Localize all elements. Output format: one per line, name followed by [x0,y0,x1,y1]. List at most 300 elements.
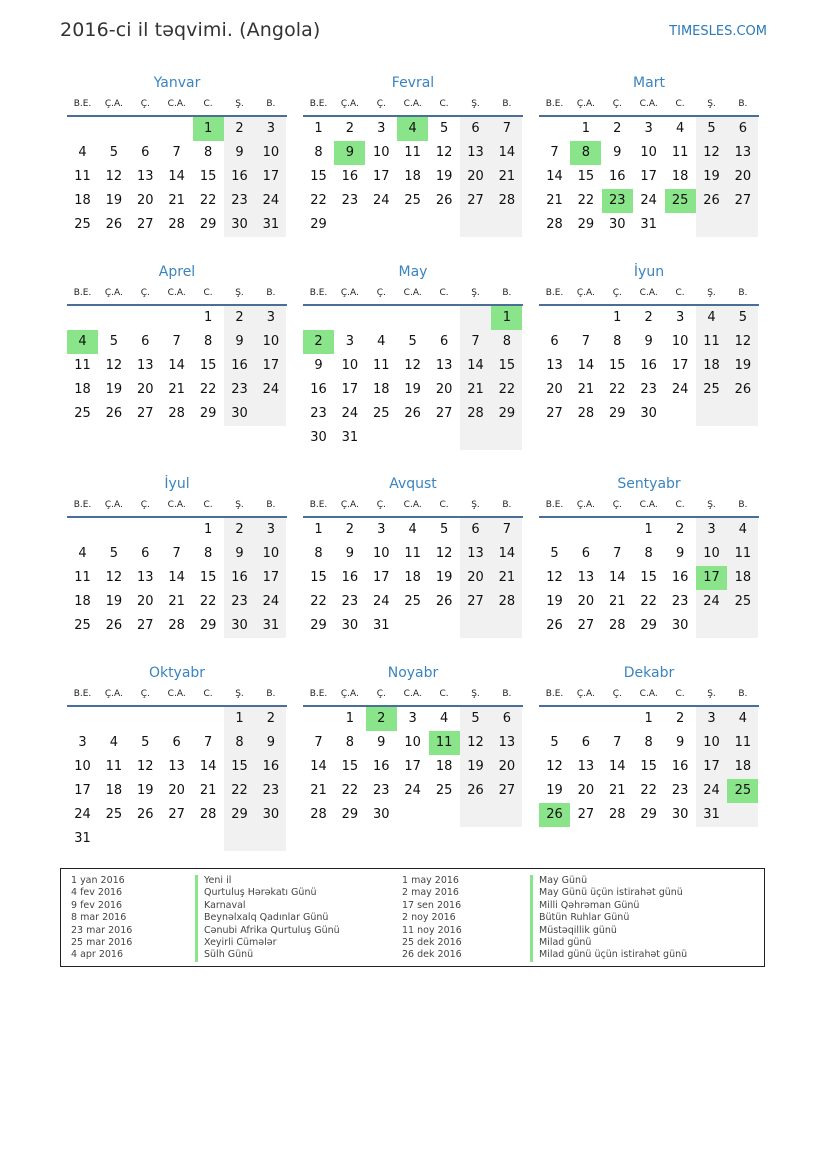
day-cell[interactable]: 18 [696,354,727,378]
day-cell[interactable]: 22 [199,594,217,609]
day-cell[interactable]: 12 [105,570,123,585]
day-cell[interactable]: 2 [345,522,355,537]
holiday-day-cell[interactable]: 2 [303,330,334,354]
day-cell[interactable]: 6 [460,117,491,141]
holiday-day-cell[interactable]: 11 [429,731,460,755]
holiday-day-cell[interactable]: 17 [696,566,727,590]
day-cell[interactable]: 5 [550,735,559,750]
day-cell[interactable]: 26 [105,217,123,232]
day-cell[interactable]: 8 [203,145,213,160]
day-cell[interactable]: 21 [491,566,522,590]
day-cell[interactable]: 4 [408,522,417,537]
day-cell[interactable]: 5 [727,306,758,330]
day-cell[interactable]: 10 [255,330,286,354]
day-cell[interactable]: 14 [609,759,626,774]
day-cell[interactable]: 25 [74,618,91,633]
day-cell[interactable]: 18 [74,594,91,609]
day-cell[interactable]: 28 [491,590,522,614]
day-cell[interactable]: 7 [491,518,522,542]
day-cell[interactable]: 22 [224,779,255,803]
day-cell[interactable]: 9 [224,542,255,566]
day-cell[interactable]: 12 [105,169,123,184]
day-cell[interactable]: 6 [141,334,150,349]
day-cell[interactable]: 24 [373,193,390,208]
day-cell[interactable]: 14 [310,759,327,774]
day-cell[interactable]: 8 [345,735,355,750]
day-cell[interactable]: 4 [78,546,87,561]
day-cell[interactable]: 30 [373,807,390,822]
day-cell[interactable]: 26 [137,807,154,822]
day-cell[interactable]: 29 [341,807,359,822]
day-cell[interactable]: 12 [696,141,727,165]
day-cell[interactable]: 4 [696,306,727,330]
day-cell[interactable]: 24 [640,193,657,208]
day-cell[interactable]: 29 [199,217,217,232]
day-cell[interactable]: 4 [727,707,758,731]
day-cell[interactable]: 18 [671,169,689,184]
day-cell[interactable]: 26 [435,594,453,609]
day-cell[interactable]: 16 [671,759,689,774]
day-cell[interactable]: 28 [168,217,185,232]
day-cell[interactable]: 9 [377,735,386,750]
day-cell[interactable]: 17 [640,169,657,184]
day-cell[interactable]: 29 [199,618,217,633]
day-cell[interactable]: 2 [255,707,286,731]
day-cell[interactable]: 7 [203,735,213,750]
day-cell[interactable]: 28 [609,807,626,822]
day-cell[interactable]: 21 [460,378,491,402]
day-cell[interactable]: 29 [224,803,255,827]
day-cell[interactable]: 26 [727,378,758,402]
day-cell[interactable]: 9 [613,145,622,160]
day-cell[interactable]: 22 [199,193,217,208]
day-cell[interactable]: 10 [373,546,390,561]
day-cell[interactable]: 10 [696,731,727,755]
day-cell[interactable]: 27 [577,618,595,633]
day-cell[interactable]: 4 [439,711,449,726]
day-cell[interactable]: 11 [404,145,421,160]
holiday-day-cell[interactable]: 4 [397,117,428,141]
day-cell[interactable]: 17 [671,358,689,373]
day-cell[interactable]: 22 [341,783,359,798]
day-cell[interactable]: 20 [460,566,491,590]
day-cell[interactable]: 29 [310,618,327,633]
day-cell[interactable]: 5 [141,735,150,750]
day-cell[interactable]: 8 [613,334,622,349]
day-cell[interactable]: 25 [404,594,421,609]
day-cell[interactable]: 17 [341,382,359,397]
holiday-day-cell[interactable]: 1 [491,306,522,330]
day-cell[interactable]: 6 [727,117,758,141]
day-cell[interactable]: 6 [581,546,591,561]
day-cell[interactable]: 8 [224,731,255,755]
day-cell[interactable]: 7 [613,546,622,561]
day-cell[interactable]: 16 [640,358,657,373]
day-cell[interactable]: 17 [255,354,286,378]
day-cell[interactable]: 11 [671,145,689,160]
day-cell[interactable]: 7 [314,735,323,750]
day-cell[interactable]: 21 [168,594,185,609]
day-cell[interactable]: 6 [439,334,449,349]
day-cell[interactable]: 18 [74,193,91,208]
day-cell[interactable]: 26 [404,406,421,421]
day-cell[interactable]: 25 [727,590,758,614]
day-cell[interactable]: 9 [314,358,323,373]
day-cell[interactable]: 20 [546,382,563,397]
day-cell[interactable]: 14 [546,169,563,184]
day-cell[interactable]: 17 [404,759,421,774]
day-cell[interactable]: 25 [696,378,727,402]
day-cell[interactable]: 21 [168,193,185,208]
day-cell[interactable]: 9 [675,546,685,561]
day-cell[interactable]: 19 [696,165,727,189]
day-cell[interactable]: 21 [577,382,595,397]
day-cell[interactable]: 3 [675,310,685,325]
day-cell[interactable]: 31 [696,803,727,827]
day-cell[interactable]: 18 [727,566,758,590]
day-cell[interactable]: 31 [373,618,390,633]
day-cell[interactable]: 25 [404,193,421,208]
day-cell[interactable]: 3 [255,117,286,141]
day-cell[interactable]: 16 [255,755,286,779]
day-cell[interactable]: 25 [74,217,91,232]
day-cell[interactable]: 8 [644,546,653,561]
day-cell[interactable]: 30 [609,217,626,232]
day-cell[interactable]: 6 [550,334,559,349]
day-cell[interactable]: 29 [491,402,522,426]
day-cell[interactable]: 25 [435,783,453,798]
day-cell[interactable]: 1 [644,711,653,726]
day-cell[interactable]: 24 [671,382,689,397]
holiday-day-cell[interactable]: 1 [193,117,224,141]
day-cell[interactable]: 17 [696,755,727,779]
day-cell[interactable]: 3 [696,518,727,542]
day-cell[interactable]: 15 [640,759,657,774]
day-cell[interactable]: 5 [460,707,491,731]
day-cell[interactable]: 14 [491,141,522,165]
day-cell[interactable]: 30 [224,402,255,426]
day-cell[interactable]: 21 [491,165,522,189]
day-cell[interactable]: 18 [404,570,421,585]
day-cell[interactable]: 20 [577,783,595,798]
day-cell[interactable]: 27 [137,217,154,232]
day-cell[interactable]: 29 [577,217,595,232]
day-cell[interactable]: 15 [640,570,657,585]
day-cell[interactable]: 4 [109,735,119,750]
day-cell[interactable]: 12 [105,358,123,373]
day-cell[interactable]: 10 [74,759,91,774]
day-cell[interactable]: 19 [105,193,123,208]
day-cell[interactable]: 3 [408,711,417,726]
day-cell[interactable]: 24 [74,807,91,822]
day-cell[interactable]: 13 [460,542,491,566]
day-cell[interactable]: 7 [172,145,181,160]
day-cell[interactable]: 23 [310,406,327,421]
day-cell[interactable]: 9 [675,735,685,750]
holiday-day-cell[interactable]: 8 [570,141,601,165]
day-cell[interactable]: 3 [345,334,355,349]
day-cell[interactable]: 16 [341,169,359,184]
day-cell[interactable]: 15 [199,358,217,373]
day-cell[interactable]: 27 [546,406,563,421]
day-cell[interactable]: 13 [137,358,154,373]
day-cell[interactable]: 24 [696,590,727,614]
day-cell[interactable]: 29 [199,406,217,421]
day-cell[interactable]: 2 [644,310,653,325]
day-cell[interactable]: 15 [310,570,327,585]
day-cell[interactable]: 19 [546,594,563,609]
day-cell[interactable]: 1 [203,522,213,537]
day-cell[interactable]: 31 [640,217,657,232]
day-cell[interactable]: 6 [581,735,591,750]
day-cell[interactable]: 29 [640,807,657,822]
day-cell[interactable]: 20 [491,755,522,779]
day-cell[interactable]: 28 [491,189,522,213]
day-cell[interactable]: 7 [491,117,522,141]
day-cell[interactable]: 18 [373,382,390,397]
day-cell[interactable]: 24 [696,779,727,803]
day-cell[interactable]: 17 [74,783,91,798]
day-cell[interactable]: 16 [671,570,689,585]
day-cell[interactable]: 30 [640,406,657,421]
day-cell[interactable]: 10 [255,141,286,165]
day-cell[interactable]: 12 [404,358,421,373]
day-cell[interactable]: 15 [609,358,626,373]
day-cell[interactable]: 17 [373,570,390,585]
day-cell[interactable]: 20 [577,594,595,609]
day-cell[interactable]: 2 [224,306,255,330]
day-cell[interactable]: 18 [105,783,123,798]
day-cell[interactable]: 20 [137,594,154,609]
day-cell[interactable]: 22 [577,193,595,208]
day-cell[interactable]: 10 [696,542,727,566]
day-cell[interactable]: 13 [137,570,154,585]
day-cell[interactable]: 3 [377,121,386,136]
day-cell[interactable]: 23 [671,594,689,609]
holiday-day-cell[interactable]: 9 [334,141,365,165]
day-cell[interactable]: 27 [727,189,758,213]
day-cell[interactable]: 29 [609,406,626,421]
day-cell[interactable]: 30 [341,618,359,633]
day-cell[interactable]: 30 [671,807,689,822]
day-cell[interactable]: 20 [727,165,758,189]
day-cell[interactable]: 23 [671,783,689,798]
day-cell[interactable]: 2 [675,522,685,537]
day-cell[interactable]: 11 [727,731,758,755]
day-cell[interactable]: 23 [224,590,255,614]
day-cell[interactable]: 28 [199,807,217,822]
day-cell[interactable]: 17 [255,566,286,590]
day-cell[interactable]: 24 [255,189,286,213]
day-cell[interactable]: 30 [310,430,327,445]
day-cell[interactable]: 6 [141,145,150,160]
day-cell[interactable]: 29 [640,618,657,633]
day-cell[interactable]: 6 [491,707,522,731]
day-cell[interactable]: 10 [255,542,286,566]
day-cell[interactable]: 14 [168,358,185,373]
day-cell[interactable]: 19 [137,783,154,798]
day-cell[interactable]: 8 [203,546,213,561]
day-cell[interactable]: 24 [404,783,421,798]
day-cell[interactable]: 14 [168,570,185,585]
day-cell[interactable]: 26 [105,618,123,633]
day-cell[interactable]: 6 [172,735,181,750]
day-cell[interactable]: 25 [373,406,390,421]
day-cell[interactable]: 13 [577,570,595,585]
day-cell[interactable]: 5 [439,522,449,537]
day-cell[interactable]: 24 [255,378,286,402]
day-cell[interactable]: 11 [373,358,390,373]
day-cell[interactable]: 6 [460,518,491,542]
day-cell[interactable]: 27 [491,779,522,803]
day-cell[interactable]: 28 [460,402,491,426]
day-cell[interactable]: 28 [609,618,626,633]
day-cell[interactable]: 30 [255,803,286,827]
day-cell[interactable]: 21 [199,783,217,798]
day-cell[interactable]: 26 [546,618,563,633]
day-cell[interactable]: 19 [546,783,563,798]
day-cell[interactable]: 13 [491,731,522,755]
day-cell[interactable]: 9 [644,334,653,349]
day-cell[interactable]: 11 [105,759,123,774]
day-cell[interactable]: 1 [203,310,213,325]
holiday-day-cell[interactable]: 23 [602,189,633,213]
day-cell[interactable]: 16 [224,354,255,378]
day-cell[interactable]: 17 [255,165,286,189]
day-cell[interactable]: 18 [74,382,91,397]
day-cell[interactable]: 11 [74,169,91,184]
day-cell[interactable]: 6 [141,546,150,561]
day-cell[interactable]: 21 [609,783,626,798]
day-cell[interactable]: 22 [640,783,657,798]
day-cell[interactable]: 7 [581,334,591,349]
holiday-day-cell[interactable]: 26 [539,803,570,827]
day-cell[interactable]: 23 [255,779,286,803]
day-cell[interactable]: 30 [224,614,255,638]
day-cell[interactable]: 1 [345,711,355,726]
day-cell[interactable]: 30 [671,618,689,633]
day-cell[interactable]: 5 [408,334,417,349]
day-cell[interactable]: 1 [314,121,323,136]
day-cell[interactable]: 26 [105,406,123,421]
day-cell[interactable]: 15 [224,755,255,779]
day-cell[interactable]: 28 [577,406,595,421]
day-cell[interactable]: 10 [640,145,657,160]
day-cell[interactable]: 1 [644,522,653,537]
day-cell[interactable]: 13 [546,358,563,373]
holiday-day-cell[interactable]: 4 [67,330,98,354]
day-cell[interactable]: 26 [460,779,491,803]
day-cell[interactable]: 31 [255,213,286,237]
day-cell[interactable]: 27 [460,590,491,614]
day-cell[interactable]: 25 [105,807,123,822]
day-cell[interactable]: 14 [491,542,522,566]
day-cell[interactable]: 1 [613,310,622,325]
day-cell[interactable]: 8 [203,334,213,349]
day-cell[interactable]: 19 [404,382,421,397]
day-cell[interactable]: 27 [577,807,595,822]
day-cell[interactable]: 19 [460,755,491,779]
site-brand-link[interactable]: TIMESLES.COM [669,24,767,39]
day-cell[interactable]: 9 [224,330,255,354]
day-cell[interactable]: 24 [341,406,359,421]
day-cell[interactable]: 5 [109,145,119,160]
day-cell[interactable]: 13 [168,759,185,774]
day-cell[interactable]: 27 [137,618,154,633]
day-cell[interactable]: 8 [314,546,323,561]
day-cell[interactable]: 20 [460,165,491,189]
day-cell[interactable]: 5 [550,546,559,561]
holiday-day-cell[interactable]: 2 [366,707,397,731]
day-cell[interactable]: 15 [199,570,217,585]
day-cell[interactable]: 23 [341,594,359,609]
day-cell[interactable]: 16 [310,382,327,397]
day-cell[interactable]: 21 [546,193,563,208]
day-cell[interactable]: 1 [581,121,591,136]
day-cell[interactable]: 28 [168,406,185,421]
day-cell[interactable]: 11 [727,542,758,566]
day-cell[interactable]: 19 [105,594,123,609]
day-cell[interactable]: 8 [491,330,522,354]
day-cell[interactable]: 19 [727,354,758,378]
day-cell[interactable]: 2 [224,117,255,141]
day-cell[interactable]: 10 [404,735,421,750]
day-cell[interactable]: 12 [727,330,758,354]
day-cell[interactable]: 27 [460,189,491,213]
day-cell[interactable]: 23 [224,189,255,213]
day-cell[interactable]: 22 [640,594,657,609]
day-cell[interactable]: 31 [255,614,286,638]
day-cell[interactable]: 28 [546,217,563,232]
holiday-day-cell[interactable]: 25 [727,779,758,803]
day-cell[interactable]: 18 [404,169,421,184]
day-cell[interactable]: 11 [74,358,91,373]
day-cell[interactable]: 14 [577,358,595,373]
day-cell[interactable]: 19 [435,169,453,184]
day-cell[interactable]: 26 [696,189,727,213]
day-cell[interactable]: 7 [460,330,491,354]
day-cell[interactable]: 3 [255,306,286,330]
day-cell[interactable]: 19 [105,382,123,397]
day-cell[interactable]: 18 [727,755,758,779]
day-cell[interactable]: 23 [224,378,255,402]
day-cell[interactable]: 20 [435,382,453,397]
day-cell[interactable]: 5 [696,117,727,141]
day-cell[interactable]: 20 [168,783,185,798]
day-cell[interactable]: 9 [255,731,286,755]
day-cell[interactable]: 15 [491,354,522,378]
day-cell[interactable]: 3 [696,707,727,731]
day-cell[interactable]: 22 [609,382,626,397]
day-cell[interactable]: 18 [435,759,453,774]
day-cell[interactable]: 23 [640,382,657,397]
day-cell[interactable]: 15 [199,169,217,184]
day-cell[interactable]: 15 [577,169,595,184]
day-cell[interactable]: 7 [172,546,181,561]
day-cell[interactable]: 9 [224,141,255,165]
day-cell[interactable]: 27 [137,406,154,421]
day-cell[interactable]: 20 [137,193,154,208]
day-cell[interactable]: 1 [314,522,323,537]
day-cell[interactable]: 29 [310,217,327,232]
day-cell[interactable]: 21 [609,594,626,609]
day-cell[interactable]: 17 [373,169,390,184]
day-cell[interactable]: 11 [696,330,727,354]
day-cell[interactable]: 11 [74,570,91,585]
day-cell[interactable]: 4 [675,121,685,136]
day-cell[interactable]: 16 [609,169,626,184]
day-cell[interactable]: 22 [310,193,327,208]
